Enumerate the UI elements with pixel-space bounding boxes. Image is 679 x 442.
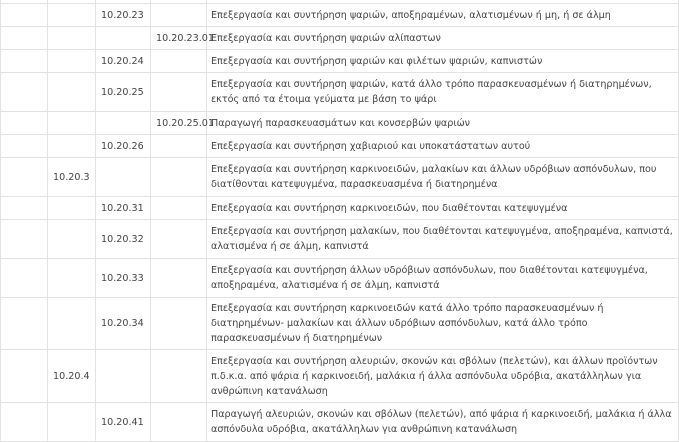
- group-code-cell: [48, 73, 96, 112]
- subclass-code-cell: [151, 197, 207, 220]
- class-code-cell: [96, 112, 151, 135]
- group-code-cell: [48, 135, 96, 158]
- description-cell: Επεξεργασία και συντήρηση ψαριών και φιλέτων ψαριών, καπνιστών: [207, 50, 679, 73]
- subclass-code-cell: [151, 403, 207, 442]
- description-cell: Επεξεργασία και συντήρηση καρκινοειδών, που διαθέτονται κατεψυγμένα: [207, 197, 679, 220]
- description-cell: Επεξεργασία και συντήρηση ψαριών, αποξηραμένων, αλατισμένων ή μη, ή σε άλμη: [207, 4, 679, 27]
- section-cell: [1, 4, 48, 27]
- section-cell: [1, 158, 48, 197]
- table-row: [1, 350, 679, 403]
- class-code-cell: [96, 158, 151, 197]
- group-code-cell: [48, 220, 96, 259]
- section-cell: [1, 220, 48, 259]
- description-cell: Παραγωγή παρασκευασμάτων και κονσερβών ψαριών: [207, 112, 679, 135]
- section-cell: [1, 197, 48, 220]
- table-row: [1, 135, 679, 158]
- subclass-code-cell: [151, 158, 207, 197]
- group-code-cell: [48, 112, 96, 135]
- group-code-cell: [48, 259, 96, 298]
- group-code-cell: [48, 298, 96, 350]
- table-body: [1, 0, 679, 442]
- table-row: [1, 73, 679, 112]
- section-cell: [1, 112, 48, 135]
- table-row: [1, 220, 679, 259]
- description-cell: Επεξεργασία και συντήρηση ψαριών αλίπαστων: [207, 27, 679, 50]
- description-cell: Επεξεργασία και συντήρηση καρκινοειδών κατά άλλο τρόπο παρασκευασμένων ή διατηρημένων- μαλακίων και άλλων υδρόβιων ασπόνδυλων, κατά άλλο τρόπο παρασκευασμένων ή διατηρημένων: [207, 298, 679, 350]
- description-cell: Επεξεργασία και συντήρηση ψαριών, κατά άλλο τρόπο παρασκευασμένων ή διατηρημένων, εκτός από τα έτοιμα γεύματα με βάση το ψάρι: [207, 73, 679, 112]
- table-row: [1, 197, 679, 220]
- subclass-code-cell: [151, 4, 207, 27]
- section-cell: [1, 259, 48, 298]
- description-cell: Επεξεργασία και συντήρηση μαλακίων, που διαθέτονται κατεψυγμένα, αποξηραμένα, καπνιστά, αλατισμένα ή σε άλμη, καπνιστά: [207, 220, 679, 259]
- class-code-cell: 10.20.34: [96, 298, 151, 350]
- group-code-cell: [48, 403, 96, 442]
- section-cell: [1, 73, 48, 112]
- group-code-cell: [48, 197, 96, 220]
- table-row: [1, 27, 679, 50]
- class-code-cell: 10.20.23: [96, 4, 151, 27]
- table-row: [1, 4, 679, 27]
- subclass-code-cell: [151, 298, 207, 350]
- subclass-code-cell: [151, 73, 207, 112]
- class-code-cell: 10.20.33: [96, 259, 151, 298]
- section-cell: [1, 50, 48, 73]
- subclass-code-cell: [151, 350, 207, 403]
- table-row: [1, 403, 679, 442]
- subclass-code-cell: [151, 50, 207, 73]
- subclass-code-cell: [151, 259, 207, 298]
- group-code-cell: [48, 4, 96, 27]
- description-cell: Επεξεργασία και συντήρηση χαβιαριού και υποκατάστατων αυτού: [207, 135, 679, 158]
- class-code-cell: 10.20.24: [96, 50, 151, 73]
- group-code-cell: [48, 50, 96, 73]
- group-code-cell: 10.20.4: [48, 350, 96, 403]
- subclass-code-cell: 10.20.23.01: [151, 27, 207, 50]
- table-row: [1, 259, 679, 298]
- section-cell: [1, 298, 48, 350]
- section-cell: [1, 403, 48, 442]
- class-code-cell: 10.20.31: [96, 197, 151, 220]
- description-cell: Επεξεργασία και συντήρηση αλευριών, σκονών και σβόλων (πελετών), και άλλων προϊόντων π.δ.κ.α. από ψάρια ή καρκινοειδή, μαλάκια ή άλλα ασπόνδυλα υδρόβια, ακατάλληλων για ανθρώπινη κατανάλωση: [207, 350, 679, 403]
- table-row: [1, 298, 679, 350]
- class-code-cell: 10.20.41: [96, 403, 151, 442]
- table-row: [1, 50, 679, 73]
- group-code-cell: [48, 27, 96, 50]
- section-cell: [1, 27, 48, 50]
- subclass-code-cell: 10.20.25.01: [151, 112, 207, 135]
- class-code-cell: 10.20.25: [96, 73, 151, 112]
- section-cell: [1, 350, 48, 403]
- description-cell: Επεξεργασία και συντήρηση άλλων υδρόβιων ασπόνδυλων, που διαθέτονται κατεψυγμένα, αποξηραμένα, αλατισμένα ή σε άλμη, καπνιστά: [207, 259, 679, 298]
- section-cell: [1, 135, 48, 158]
- group-code-cell: 10.20.3: [48, 158, 96, 197]
- subclass-code-cell: [151, 220, 207, 259]
- class-code-cell: [96, 350, 151, 403]
- class-code-cell: 10.20.32: [96, 220, 151, 259]
- table-row: [1, 112, 679, 135]
- table-row: [1, 158, 679, 197]
- description-cell: Παραγωγή αλευριών, σκονών και σβόλων (πελετών), από ψάρια ή καρκινοειδή, μαλάκια ή άλλα ασπόνδυλα υδρόβια, ακατάλληλων για ανθρώπινη κατανάλωση: [207, 403, 679, 442]
- class-code-cell: 10.20.26: [96, 135, 151, 158]
- class-code-cell: [96, 27, 151, 50]
- subclass-code-cell: [151, 135, 207, 158]
- description-cell: Επεξεργασία και συντήρηση καρκινοειδών, μαλακίων και άλλων υδρόβιων ασπόνδυλων, που διατίθονται κατεψυγμένα, παρασκευασμένα ή διατηρημένα: [207, 158, 679, 197]
